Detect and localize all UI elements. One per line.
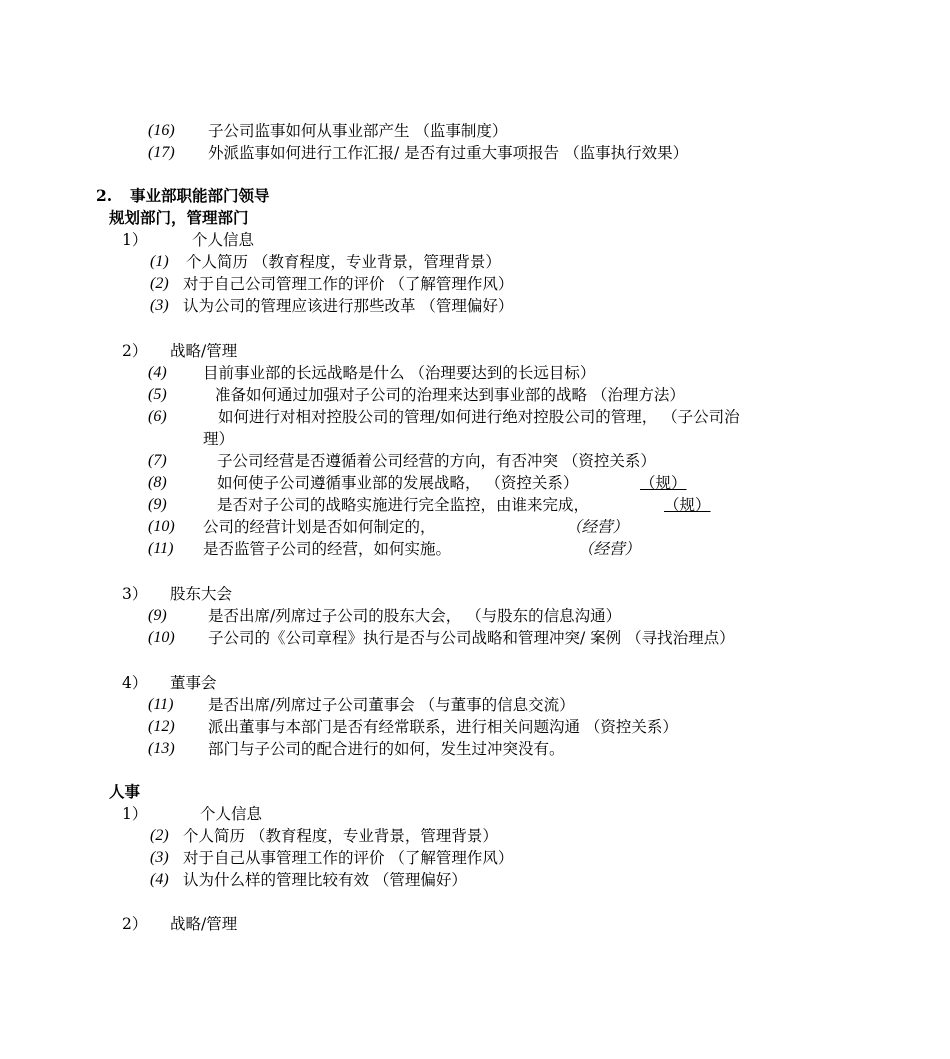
group-title: 战略/管理 (170, 915, 238, 933)
item-number: (11) (148, 540, 174, 557)
subheading-text: 人事 (109, 782, 141, 801)
heading-text: 事业部职能部门领导 (130, 186, 270, 205)
group-title: 个人信息 (200, 805, 263, 823)
item-number: (10) (148, 629, 175, 646)
group-number: 1） (122, 805, 148, 823)
item-text: 目前事业部的长远战略是什么 （治理要达到的长远目标） (203, 364, 596, 382)
item-number: (3) (150, 297, 169, 314)
item-number: (17) (148, 144, 175, 161)
item-text: 外派监事如何进行工作汇报/ 是否有过重大事项报告 （监事执行效果） (208, 144, 689, 162)
item-number: (3) (150, 849, 169, 866)
item-tag: （规） (640, 474, 687, 492)
item-number: (10) (148, 518, 175, 535)
item-text: 子公司监事如何从事业部产生 （监事制度） (208, 122, 508, 140)
heading-number: 2. (96, 186, 113, 205)
item-tag: （规） (664, 496, 711, 514)
item-number: (9) (148, 496, 167, 513)
item-text: 是否监管子公司的经营，如何实施。 (203, 540, 452, 558)
group-title: 股东大会 (170, 585, 233, 603)
group-number: 3） (122, 585, 148, 603)
item-text: 是否出席/列席过子公司的股东大会， （与股东的信息沟通） (208, 607, 622, 625)
item-text: 准备如何通过加强对子公司的治理来达到事业部的战略 （治理方法） (215, 386, 685, 404)
group-number: 1） (122, 231, 148, 249)
group-number: 4） (122, 674, 148, 692)
group-title: 个人信息 (192, 231, 255, 249)
item-number: (5) (148, 386, 167, 403)
item-note: （经营） (566, 518, 629, 536)
group-title: 战略/管理 (170, 342, 238, 360)
item-text: 对于自己从事管理工作的评价 （了解管理作风） (183, 849, 514, 867)
item-text: 如何使子公司遵循事业部的发展战略， （资控关系） (217, 474, 579, 492)
subheading-text: 规划部门，管理部门 (109, 208, 249, 227)
item-number: (12) (148, 718, 175, 735)
item-text: 是否对子公司的战略实施进行完全监控，由谁来完成， (217, 496, 590, 514)
item-text: 理） (203, 430, 235, 448)
item-number: (6) (148, 408, 167, 425)
item-number: (9) (148, 607, 167, 624)
item-text: 对于自己公司管理工作的评价 （了解管理作风） (183, 275, 514, 293)
item-text: 是否出席/列席过子公司董事会 （与董事的信息交流） (208, 696, 575, 714)
item-number: (7) (148, 452, 167, 469)
item-text: 子公司的《公司章程》执行是否与公司战略和管理冲突/ 案例 （寻找治理点） (208, 629, 735, 647)
item-number: (2) (150, 827, 169, 844)
item-text: 个人简历 （教育程度，专业背景，管理背景） (186, 253, 501, 271)
item-number: (1) (150, 253, 169, 270)
item-number: (11) (148, 696, 174, 713)
item-text: 如何进行对相对控股公司的管理/如何进行绝对控股公司的管理， （子公司治 (218, 408, 740, 426)
group-title: 董事会 (170, 674, 217, 692)
item-number: (13) (148, 740, 175, 757)
item-text: 认为公司的管理应该进行那些改革 （管理偏好） (183, 297, 514, 315)
item-note: （经营） (578, 540, 641, 558)
item-number: (8) (148, 474, 167, 491)
item-text: 认为什么样的管理比较有效 （管理偏好） (183, 871, 467, 889)
item-text: 子公司经营是否遵循着公司经营的方向，有否冲突 （资控关系） (217, 452, 656, 470)
item-text: 部门与子公司的配合进行的如何，发生过冲突没有。 (208, 740, 565, 758)
item-number: (2) (150, 275, 169, 292)
item-number: (4) (150, 871, 169, 888)
item-text: 个人简历 （教育程度，专业背景，管理背景） (183, 827, 498, 845)
group-number: 2） (122, 915, 148, 933)
item-text: 公司的经营计划是否如何制定的， (203, 518, 436, 536)
group-number: 2） (122, 342, 148, 360)
item-text: 派出董事与本部门是否有经常联系，进行相关问题沟通 （资控关系） (208, 718, 678, 736)
item-number: (4) (148, 364, 167, 381)
item-number: (16) (148, 122, 175, 139)
